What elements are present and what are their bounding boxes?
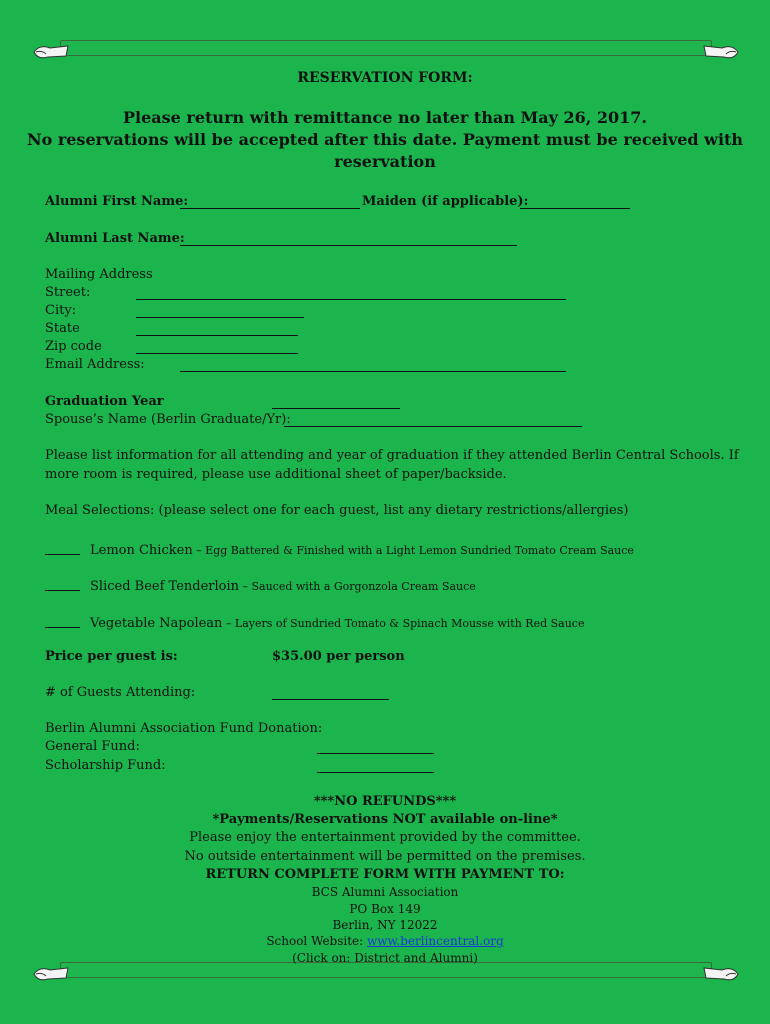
general-fund-label: General Fund: bbox=[45, 739, 140, 754]
click-note: (Click on: District and Alumni) bbox=[292, 951, 478, 965]
meal-option bbox=[90, 575, 476, 594]
meal-description: – Sauced with a Gorgonzola Cream Sauce bbox=[239, 580, 476, 593]
price-value: $35.00 per person bbox=[272, 649, 405, 664]
form-title: RESERVATION FORM: bbox=[297, 70, 473, 86]
email-label: Email Address: bbox=[45, 357, 145, 372]
po-box: PO Box 149 bbox=[349, 902, 421, 916]
street-field[interactable] bbox=[136, 299, 566, 300]
top-border-banner bbox=[60, 40, 712, 56]
deadline-notice: Please return with remittance no later than May 26, 2017. bbox=[123, 108, 647, 127]
no-late-notice-cont: reservation bbox=[334, 152, 436, 171]
website-label: School Website: bbox=[266, 934, 367, 948]
maiden-field[interactable] bbox=[520, 208, 630, 209]
donation-heading: Berlin Alumni Association Fund Donation: bbox=[45, 721, 323, 736]
meal-name: Vegetable Napolean bbox=[90, 616, 223, 631]
meal-checkbox[interactable] bbox=[45, 590, 80, 591]
general-fund-field[interactable] bbox=[317, 753, 434, 754]
zip-label: Zip code bbox=[45, 339, 102, 354]
no-late-notice: No reservations will be accepted after this date. Payment must be received with bbox=[26, 130, 744, 149]
zip-field[interactable] bbox=[136, 353, 298, 354]
website-line bbox=[0, 934, 770, 948]
meal-checkbox[interactable] bbox=[45, 554, 80, 555]
meal-option bbox=[90, 612, 584, 631]
street-label: Street: bbox=[45, 285, 91, 300]
meal-name: Sliced Beef Tenderloin bbox=[90, 579, 240, 594]
last-name-label: Alumni Last Name: bbox=[45, 231, 185, 246]
guests-field[interactable] bbox=[272, 699, 389, 700]
city-field[interactable] bbox=[136, 317, 304, 318]
no-refunds-notice: ***NO REFUNDS*** bbox=[313, 794, 457, 809]
outside-entertainment-notice: No outside entertainment will be permitted on the premises. bbox=[184, 849, 586, 864]
meal-name: Lemon Chicken bbox=[90, 543, 193, 558]
city-line: Berlin, NY 12022 bbox=[332, 918, 438, 932]
spouse-label: Spouse’s Name (Berlin Graduate/Yr): bbox=[45, 412, 291, 427]
maiden-label: Maiden (if applicable): bbox=[362, 194, 529, 209]
meal-description: – Egg Battered & Finished with a Light Lemon Sundried Tomato Cream Sauce bbox=[192, 544, 634, 557]
scroll-curl-icon bbox=[30, 962, 72, 984]
website-link[interactable]: www.berlincentral.org bbox=[367, 934, 504, 948]
scholarship-fund-field[interactable] bbox=[317, 772, 434, 773]
return-heading: RETURN COMPLETE FORM WITH PAYMENT TO: bbox=[205, 867, 565, 882]
scroll-curl-icon bbox=[700, 40, 742, 62]
spouse-field[interactable] bbox=[284, 426, 582, 427]
guests-label: # of Guests Attending: bbox=[45, 685, 196, 700]
last-name-field[interactable] bbox=[180, 245, 517, 246]
grad-year-label: Graduation Year bbox=[45, 394, 164, 409]
state-label: State bbox=[45, 321, 80, 336]
meal-checkbox[interactable] bbox=[45, 627, 80, 628]
entertainment-notice: Please enjoy the entertainment provided by the committee. bbox=[189, 830, 581, 845]
grad-year-field[interactable] bbox=[272, 408, 400, 409]
meal-description: – Layers of Sundried Tomato & Spinach Mousse with Red Sauce bbox=[222, 617, 585, 630]
first-name-field[interactable] bbox=[180, 208, 360, 209]
instructions-line-2: more room is required, please use additional sheet of paper/backside. bbox=[45, 467, 507, 482]
state-field[interactable] bbox=[136, 335, 298, 336]
scroll-curl-icon bbox=[700, 962, 742, 984]
first-name-label: Alumni First Name: bbox=[45, 194, 189, 209]
meal-option bbox=[90, 539, 634, 558]
email-field[interactable] bbox=[180, 371, 566, 372]
price-label: Price per guest is: bbox=[45, 649, 178, 664]
mailing-address-label: Mailing Address bbox=[45, 267, 153, 282]
not-online-notice: *Payments/Reservations NOT available on-line* bbox=[212, 812, 558, 827]
meal-heading: Meal Selections: (please select one for each guest, list any dietary restrictions/allergies) bbox=[45, 503, 629, 518]
city-label: City: bbox=[45, 303, 77, 318]
scholarship-fund-label: Scholarship Fund: bbox=[45, 758, 166, 773]
instructions-line-1: Please list information for all attending and year of graduation if they attended Berlin Central Schools. If bbox=[45, 448, 739, 463]
scroll-curl-icon bbox=[30, 40, 72, 62]
org-name: BCS Alumni Association bbox=[311, 885, 459, 899]
